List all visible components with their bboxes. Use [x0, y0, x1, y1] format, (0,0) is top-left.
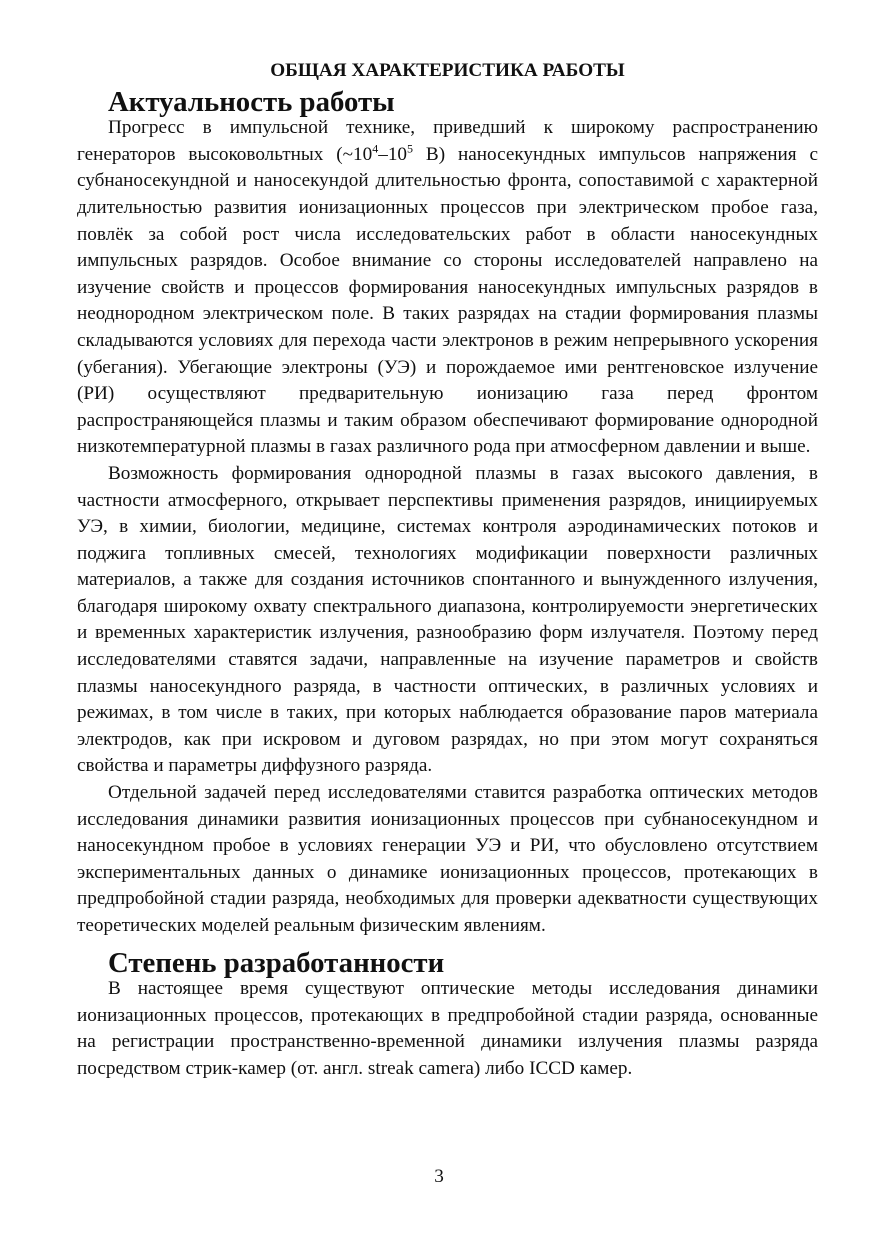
section-heading-relevance: Актуальность работы	[108, 85, 395, 118]
page-number: 3	[434, 1166, 444, 1187]
paragraph-text: Прогресс в импульсной технике, приведший к широкому распространению генераторов высоковольтных (~10	[77, 117, 818, 165]
paragraph-relevance-1	[77, 115, 818, 461]
page-content	[77, 58, 818, 1083]
document-title: ОБЩАЯ ХАРАКТЕРИСТИКА РАБОТЫ	[270, 60, 625, 81]
paragraph-text: В) наносекундных импульсов напряжения с субнаносекундной и наносекундой длительностью фронта, сопоставимой с характерной длительностью развития ионизационных процессов при электрическом пробое газа, повлёк за собой рост числа исследовательских работ в области наносекундных импульсных разрядов. Особое внимание со стороны исследователей направлено на изучение свойств и процессов формирования наносекундных импульсных разрядов в неоднородном электрическом поле. В таких разрядах на стадии формирования плазмы складываются условиях для перехода части электронов в режим непрерывного ускорения (убегания). Убегающие электроны (УЭ) и порождаемое ими рентгеновское излучение (РИ) осуществляют предварительную ионизацию газа перед фронтом распространяющейся плазмы и таким образом обеспечивают формирование однородной низкотемпературной плазмы в газах различного рода при атмосферном давлении и выше.	[77, 143, 818, 458]
paragraph-relevance-2: Возможность формирования однородной плазмы в газах высокого давления, в частности атмосферного, открывает перспективы применения разрядов, инициируемых УЭ, в химии, биологии, медицине, системах контроля аэродинамических потоков и поджига топливных смесей, технологиях модификации поверхности различных материалов, а также для создания источников спонтанного и вынужденного излучения, благодаря широкому охвату спектрального диапазона, контролируемости энергетических и временных характеристик излучения, разнообразию форм излучателя. Поэтому перед исследователями ставятся задачи, направленные на изучение параметров и свойств плазмы наносекундного разряда, в частности оптических, в различных условиях и режимах, в том числе в таких, при которых наблюдается образование паров материала электродов, как при искровом и дуговом разрядах, но при этом могут сохраняться свойства и параметры диффузного разряда.	[77, 462, 818, 777]
paragraph-development-1: В настоящее время существуют оптические методы исследования динамики ионизационных процессов, протекающих в предпробойной стадии разряда, основанные на регистрации пространственно-временной динамики излучения плазмы разряда посредством стрик-камер (от. англ. streak camera) либо ICCD камер.	[77, 978, 818, 1079]
superscript-exponent: 5	[407, 141, 414, 156]
superscript-exponent: 4	[372, 141, 379, 156]
paragraph-text: –10	[378, 143, 408, 165]
paragraph-relevance-3: Отдельной задачей перед исследователями ставится разработка оптических методов исследования динамики развития ионизационных процессов при субнаносекундном и наносекундном пробое в условиях генерации УЭ и РИ, что обусловлено отсутствием экспериментальных данных о динамике ионизационных процессов, протекающих в предпробойной стадии разряда, необходимых для проверки адекватности существующих теоретических моделей реальным физическим явлениям.	[77, 782, 818, 936]
section-heading-development: Степень разработанности	[108, 946, 445, 979]
